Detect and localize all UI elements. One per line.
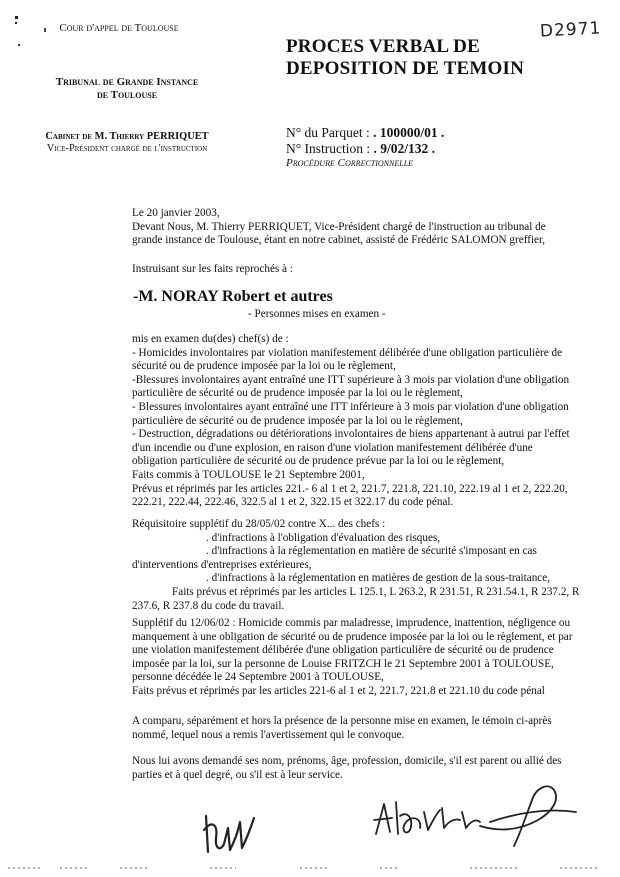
cabinet-block — [18, 131, 236, 155]
charges-line: -Blessures involontaires ayant entraîné une ITT supérieure à 3 mois par violation d'une obligation — [132, 373, 570, 386]
instruction-value: . 9/02/132 . — [373, 141, 436, 156]
charges-block — [132, 333, 597, 510]
instruction-label: N° Instruction : — [286, 141, 371, 156]
requisitoire-block — [132, 518, 597, 613]
tribunal-line2: de Toulouse — [96, 89, 158, 101]
accused-status: - Personnes mises en examen - — [248, 308, 386, 320]
charges-line: 222.21, 222.44, 222.46, 322.5 al 1 et 2, 322.15 et 322.17 du code pénal. — [132, 496, 454, 509]
suppletif-block — [132, 617, 597, 699]
requisitoire-line: . d'infractions à la réglementation en matière de sécurité s'imposant en cas — [206, 545, 537, 558]
charges-line: particulière de sécurité ou de prudence imposée par la loi ou le règlement, — [132, 387, 463, 400]
charges-line: Faits commis à TOULOUSE le 21 Septembre 2001, — [132, 468, 365, 481]
title-line2: DEPOSITION DE TEMOIN — [286, 58, 525, 79]
charges-line: mis en examen du(des) chef(s) de : — [132, 333, 289, 345]
procedure-type: Procédure Correctionnelle — [286, 157, 414, 169]
document-title — [286, 36, 586, 80]
suppletif-line: personne décédée le 24 Septembre 2001 à TOULOUSE, — [132, 671, 384, 684]
comparu-line: nommé, lequel nous a remis l'avertissement qui le convoque. — [132, 728, 405, 741]
charges-line: Prévus et réprimés par les articles 221.- 6 al 1 et 2, 221.7, 221.8, 221.10, 222.19 al 1 et 2, 222.20, — [132, 482, 568, 495]
intro-line2: Devant Nous, M. Thierry PERRIQUET, Vice-Président chargé de l'instruction au tribunal de — [132, 220, 546, 233]
charges-line: sécurité ou de prudence imposée par la loi ou le règlement, — [132, 360, 396, 373]
demande-line: Nous lui avons demandé ses nom, prénoms, âge, profession, domicile, s'il est parent ou allié des — [132, 755, 562, 767]
role-line: Vice-Président chargé de l'instruction — [46, 143, 208, 154]
requisitoire-line: d'interventions d'entreprises extérieures, — [132, 558, 312, 571]
demande-block — [132, 755, 597, 782]
tribunal-block — [22, 76, 232, 102]
demande-line: parties et à quel degré, ou s'il est à leur service. — [132, 768, 343, 781]
charges-line: particulière de sécurité ou de prudence imposée par la loi ou le règlement, — [132, 414, 463, 427]
requisitoire-line: Faits prévus et réprimés par les articles L 125.1, L 263.2, R 231.51, R 231.54.1, R 237.2, R — [172, 585, 580, 598]
intro-block — [132, 207, 592, 248]
comparu-line: A comparu, séparément et hors la présence de la personne mise en examen, le témoin ci-après — [132, 715, 552, 727]
suppletif-line: manquement à une obligation de sécurité ou de prudence imposée par la loi ou le règlement, et par — [132, 630, 573, 643]
suppletif-line: Faits prévus et réprimés par les articles 221-6 al 1 et 2, 221.7, 221.8 et 221.10 du code pénal — [132, 684, 545, 697]
stamp-number: D2971 — [539, 18, 602, 42]
parquet-value: . 100000/01 . — [373, 125, 445, 140]
suppletif-line: imposée par la loi, sur la personne de Louise FRITZCH le 21 Septembre 2001 à TOULOUSE, — [132, 657, 554, 670]
court-label: Cour d'appel de Toulouse — [59, 22, 179, 34]
suppletif-line: Supplétif du 12/06/02 : Homicide commis par maladresse, imprudence, inattention, négligence ou — [132, 617, 571, 629]
parquet-line — [286, 125, 586, 141]
charges-line: - Blessures involontaires ayant entraîné une ITT inférieure à 3 mois par violation d'une obligation — [132, 400, 569, 413]
requisitoire-line: 237.6, R 237.8 du code du travail. — [132, 599, 285, 612]
comparu-block — [132, 715, 597, 742]
signature-greffier — [370, 782, 580, 852]
instruisant-line: Instruisant sur les faits reprochés à : — [132, 263, 293, 275]
scan-noise — [0, 864, 620, 872]
charges-line: obligation particulière de sécurité ou de prudence prévue par la loi ou le règlement, — [132, 455, 505, 468]
requisitoire-line: . d'infractions à la réglementation en matières de gestion de la sous-traitance, — [206, 572, 551, 585]
tribunal-line1: Tribunal de Grande Instance — [55, 76, 199, 88]
charges-line: - Destruction, dégradations ou détériorations involontaires de biens appartenant à autrui par l'effet — [132, 428, 570, 441]
parquet-label: N° du Parquet : — [286, 125, 370, 140]
suppletif-line: une violation manifestement délibérée d'une obligation particulière de sécurité ou de prudence — [132, 644, 554, 657]
title-line1: PROCES VERBAL DE — [286, 36, 480, 57]
accused-name: -M. NORAY Robert et autres — [133, 288, 333, 305]
charges-line: d'un incendie ou d'une explosion, en raison d'une violation manifestement délibérée d'une — [132, 441, 533, 454]
requisitoire-line: Réquisitoire supplétif du 28/05/02 contre X... des chefs : — [132, 518, 386, 530]
charges-line: - Homicides involontaires par violation manifestement délibérée d'une obligation particulière de — [132, 346, 563, 359]
date-line: Le 20 janvier 2003, — [132, 207, 220, 219]
margin-marks — [14, 14, 54, 50]
requisitoire-line: . d'infractions à l'obligation d'évaluation des risques, — [206, 531, 441, 544]
court-name — [58, 22, 180, 35]
signature-judge — [200, 808, 270, 858]
instruction-line — [286, 141, 586, 157]
intro-line3: grande instance de Toulouse, étant en notre cabinet, assisté de Frédéric SALOMON greffier, — [132, 234, 546, 247]
cabinet-line: Cabinet de M. Thierry PERRIQUET — [45, 131, 209, 142]
references-block — [286, 125, 586, 170]
